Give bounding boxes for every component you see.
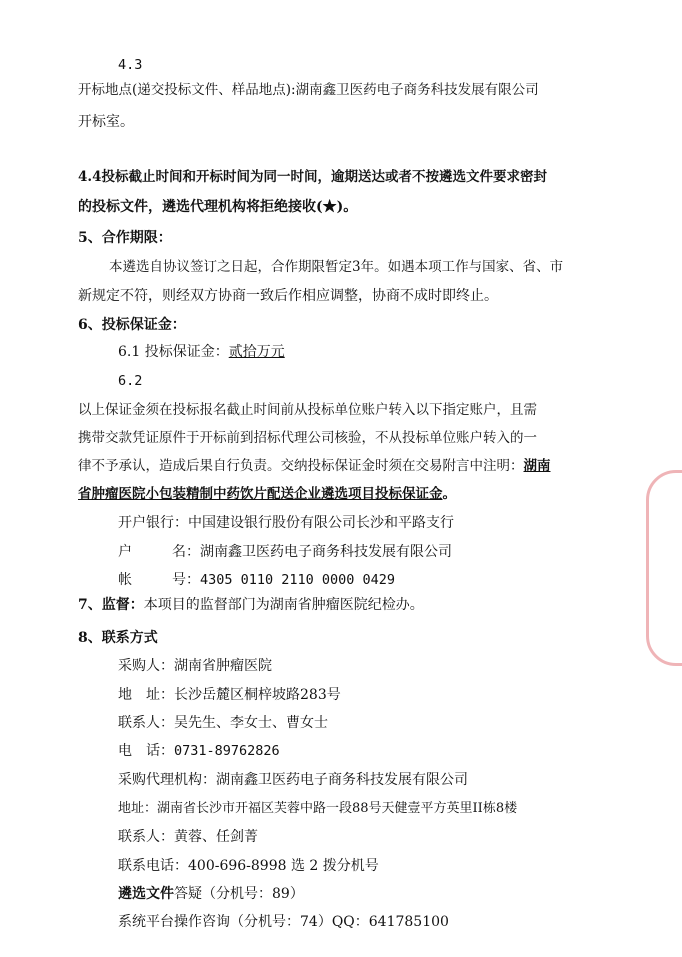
deposit-para-line-2: 携带交款凭证原件于开标前到招标代理公司核验，不从投标单位账户转入的一 [78, 430, 537, 446]
bank-value: 中国建设银行股份有限公司长沙和平路支行 [188, 515, 454, 531]
section-6-1 [118, 342, 285, 362]
section-4-3-line-1: 开标地点(递交投标文件、样品地点):湖南鑫卫医药电子商务科技发展有限公司 [78, 82, 539, 98]
buyer-phone-value: 0731-89762826 [174, 743, 280, 759]
bank-row [118, 513, 454, 533]
deposit-para-line-4 [78, 484, 456, 504]
buyer-phone-row [118, 741, 280, 761]
section-7-heading: 7、监督： [78, 597, 144, 613]
agency-phone: 联系电话：400-696-8998 选 2 拨分机号 [118, 858, 379, 874]
section-8-heading: 8、联系方式 [78, 630, 158, 646]
deposit-memo-end: 。 [442, 486, 456, 502]
buyer-contact-value: 吴先生、李女士、曹女士 [174, 715, 328, 731]
buyer-phone-label: 电 话： [118, 743, 174, 759]
account-name-label-1: 户 [118, 544, 132, 560]
buyer-label: 采购人： [118, 658, 174, 674]
section-6-1-label: 6.1 投标保证金： [118, 344, 229, 360]
agency-label: 采购代理机构： [118, 772, 216, 788]
section-7-text: 本项目的监督部门为湖南省肿瘤医院纪检办。 [143, 597, 424, 613]
section-4-4-line-2: 的投标文件，遴选代理机构将拒绝接收(★)。 [78, 199, 358, 215]
bank-label: 开户银行： [118, 515, 188, 531]
agency-contact-row [118, 827, 258, 847]
account-number-label-2: 号： [172, 572, 200, 588]
buyer-address-label: 地 址： [118, 687, 174, 703]
platform-support: 系统平台操作咨询（分机号：74）QQ：641785100 [118, 914, 449, 930]
agency-contact-label: 联系人： [118, 829, 174, 845]
buyer-value: 湖南省肿瘤医院 [174, 658, 272, 674]
section-6-heading: 6、投标保证金： [78, 317, 186, 333]
buyer-address-value: 长沙岳麓区桐梓坡路283号 [174, 687, 341, 703]
section-4-3-number: 4.3 [118, 57, 143, 73]
deposit-para-line-3-text: 律不予承认，造成后果自行负责。交纳投标保证金时须在交易附言中注明： [78, 458, 524, 474]
buyer-contact-label: 联系人： [118, 715, 174, 731]
account-number-label-1: 帐 [118, 572, 132, 588]
agency-value: 湖南鑫卫医药电子商务科技发展有限公司 [216, 772, 468, 788]
qa-row [118, 884, 304, 904]
section-5-heading: 5、合作期限： [78, 230, 172, 246]
qa-text: 答疑（分机号：89） [174, 886, 304, 902]
deposit-memo-text: 省肿瘤医院小包装精制中药饮片配送企业遴选项目投标保证金 [78, 486, 443, 502]
account-number-value: 4305 0110 2110 0000 0429 [200, 572, 396, 588]
account-name-value: 湖南鑫卫医药电子商务科技发展有限公司 [200, 544, 452, 560]
seal-stamp [646, 470, 682, 666]
section-5-line-1: 本遴选自协议签订之日起，合作期限暂定3年。如遇本项工作与国家、省、市 [109, 259, 564, 275]
section-4-3-line-2: 开标室。 [78, 114, 134, 130]
account-name-label-2: 名： [172, 544, 200, 560]
section-4-4-line-1: 4.4投标截止时间和开标时间为同一时间，逾期送达或者不按遴选文件要求密封 [78, 169, 547, 185]
buyer-address-row [118, 685, 341, 705]
deposit-para-line-3 [78, 456, 551, 476]
section-7 [78, 595, 424, 615]
buyer-contact-row [118, 713, 328, 733]
agency-address: 地址：湖南省长沙市开福区芙蓉中路一段88号天健壹平方英里II栋8楼 [118, 801, 518, 816]
agency-row [118, 770, 468, 790]
account-name-row [118, 542, 452, 562]
buyer-row [118, 656, 272, 676]
section-5-line-2: 新规定不符，则经双方协商一致后作相应调整，协商不成时即终止。 [78, 288, 498, 304]
deposit-memo-start: 湖南 [523, 458, 551, 474]
qa-label: 遴选文件 [118, 886, 174, 902]
deposit-para-line-1: 以上保证金须在投标报名截止时间前从投标单位账户转入以下指定账户，且需 [78, 402, 537, 418]
agency-contact-value: 黄蓉、任剑菁 [174, 829, 258, 845]
account-number-row [118, 570, 395, 590]
deposit-amount: 贰拾万元 [228, 344, 285, 360]
section-6-2-number: 6.2 [118, 373, 143, 389]
